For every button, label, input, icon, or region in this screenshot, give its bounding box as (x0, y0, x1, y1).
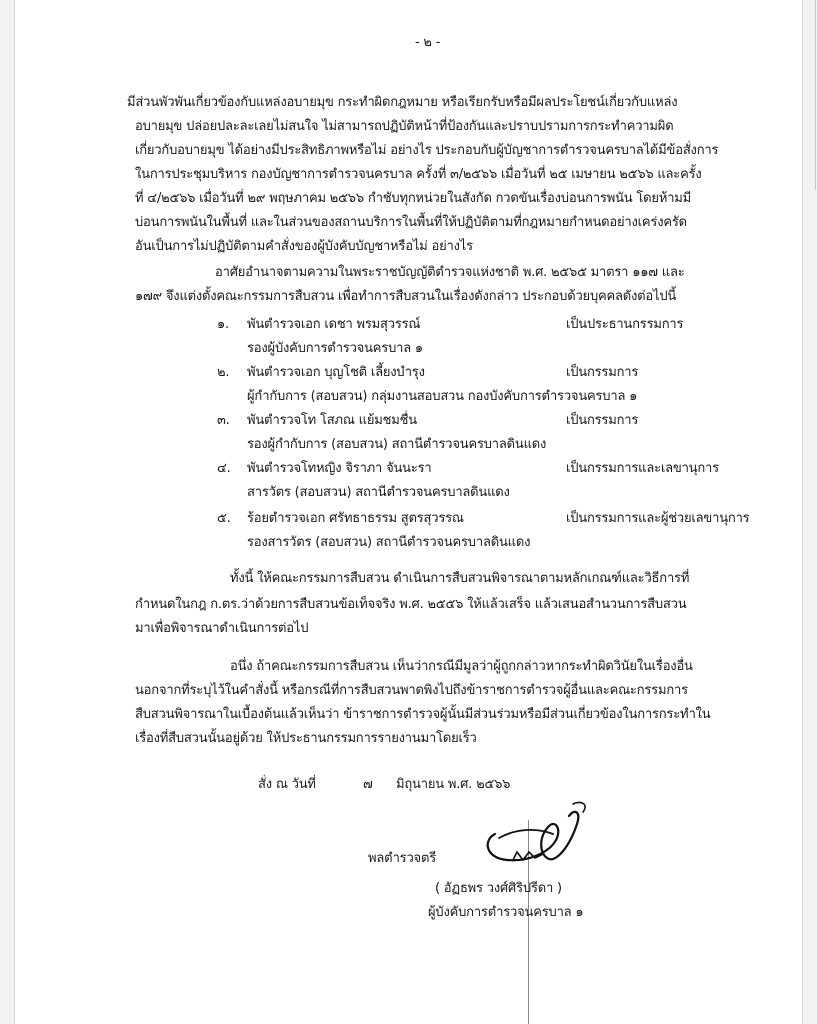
paragraph-line: มาเพื่อพิจารณาดำเนินการต่อไป (135, 621, 309, 636)
paragraph-line: กำหนดในกฎ ก.ตร.ว่าด้วยการสืบสวนข้อเท็จจริง พ.ศ. ๒๕๕๖ ให้แล้วเสร็จ แล้วเสนอสำนวนการสืบสวน (135, 597, 687, 612)
member-name: พันตำรวจเอก บุญโชติ เลี้ยงบำรุง (247, 365, 425, 380)
member-name: พันตำรวจโท โสภณ แย้มชมชื่น (247, 413, 417, 428)
member-role: เป็นกรรมการ (566, 413, 639, 428)
document-page (15, 0, 802, 1024)
order-date-prefix: สั่ง ณ วันที่ (258, 777, 316, 792)
member-number: ๓. (217, 413, 230, 428)
member-name: พันตำรวจโทหญิง จิราภา จันนะรา (247, 461, 432, 476)
member-position: รองผู้กำกับการ (สอบสวน) สถานีตำรวจนครบาลดินแดง (247, 437, 547, 452)
paragraph-line: ที่ ๔/๒๕๖๖ เมื่อวันที่ ๒๙ พฤษภาคม ๒๕๖๖ กำชับทุกหน่วยในสังกัด กวดขันเรื่องบ่อนการพนัน โดยห้ามมี (135, 191, 692, 206)
member-role: เป็นกรรมการ (566, 365, 639, 380)
member-role: เป็นประธานกรรมการ (566, 317, 684, 332)
paragraph-line: อันเป็นการไม่ปฏิบัติตามคำสั่งของผู้บังคับบัญชาหรือไม่ อย่างไร (135, 239, 473, 254)
member-number: ๔. (217, 461, 231, 476)
member-role: เป็นกรรมการและผู้ช่วยเลขานุการ (566, 511, 750, 526)
viewer-left-border (0, 0, 15, 1024)
signer-rank: พลตำรวจตรี (368, 851, 437, 866)
paragraph-line: เรื่องที่สืบสวนนั้นอยู่ด้วย ให้ประธานกรรมการรายงานมาโดยเร็ว (135, 731, 477, 746)
handwritten-signature (477, 794, 597, 874)
order-date-day: ๗ (363, 777, 373, 792)
member-position: รองสารวัตร (สอบสวน) สถานีตำรวจนครบาลดินแดง (247, 535, 531, 550)
member-number: ๑. (217, 317, 229, 332)
member-position: ผู้กำกับการ (สอบสวน) กลุ่มงานสอบสวน กองบังคับการตำรวจนครบาล ๑ (247, 389, 638, 404)
member-number: ๒. (217, 365, 230, 380)
paragraph-line: ๑๗๙ จึงแต่งตั้งคณะกรรมการสืบสวน เพื่อทำการสืบสวนในเรื่องดังกล่าว ประกอบด้วยบุคคลดังต่อไปนี้ (135, 289, 677, 304)
order-date-month-year: มิถุนายน พ.ศ. ๒๕๖๖ (396, 777, 511, 792)
paragraph-line: สืบสวนพิจารณาในเบื้องต้นแล้วเห็นว่า ข้าราชการตำรวจผู้นั้นมีส่วนร่วมหรือมีส่วนเกี่ยวข้องในการกระทำใน (135, 707, 711, 722)
signer-title: ผู้บังคับการตำรวจนครบาล ๑ (428, 905, 584, 920)
member-name: พันตำรวจเอก เดชา พรมสุวรรณ์ (247, 317, 421, 332)
paragraph-line: อบายมุข ปล่อยปละละเลยไม่สนใจ ไม่สามารถปฏิบัติหน้าที่ป้องกันและปราบปรามการกระทำความผิด (135, 119, 674, 134)
paragraph-line: อาศัยอำนาจตามความในพระราชบัญญัติตำรวจแห่งชาติ พ.ศ. ๒๕๖๕ มาตรา ๑๑๗ และ (215, 265, 685, 280)
member-position: รองผู้บังคับการตำรวจนครบาล ๑ (247, 341, 423, 356)
page-edge-line (815, 0, 816, 190)
paragraph-line: ในการประชุมบริหาร กองบัญชาการตำรวจนครบาล ครั้งที่ ๓/๒๕๖๖ เมื่อวันที่ ๒๕ เมษายน ๒๕๖๖ และครั้ง (135, 167, 702, 182)
paragraph-line: บ่อนการพนันในพื้นที่ และในส่วนของสถานบริการในพื้นที่ให้ปฏิบัติตามที่กฎหมายกำหนดอย่างเคร่งครัด (135, 215, 687, 230)
paragraph-line: มีส่วนพัวพันเกี่ยวข้องกับแหล่งอบายมุข กระทำผิดกฎหมาย หรือเรียกรับหรือมีผลประโยชน์เกี่ยวกับแหล่ง (127, 95, 678, 110)
member-name: ร้อยตำรวจเอก ศรัทธาธรรม สูตรสุวรรณ (247, 511, 464, 526)
member-number: ๕. (217, 511, 231, 526)
member-position: สารวัตร (สอบสวน) สถานีตำรวจนครบาลดินแดง (247, 485, 510, 500)
paragraph-line: นอกจากที่ระบุไว้ในคำสั่งนี้ หรือกรณีที่การสืบสวนพาดพิงไปถึงข้าราชการตำรวจผู้อื่นและคณะกรรมการ (135, 683, 688, 698)
paragraph-line: เกี่ยวกับอบายมุข ได้อย่างมีประสิทธิภาพหรือไม่ อย่างไร ประกอบกับผู้บัญชาการตำรวจนครบาลได้มีข้อสั่งการ (135, 143, 719, 158)
page-number: - ๒ - (415, 35, 441, 50)
paragraph-line: อนึ่ง ถ้าคณะกรรมการสืบสวน เห็นว่ากรณีมีมูลว่าผู้ถูกกล่าวหากระทำผิดวินัยในเรื่องอื่น (230, 659, 693, 674)
signer-name: ( อัฏธพร วงศ์ศิริปรีดา ) (435, 881, 562, 896)
member-role: เป็นกรรมการและเลขานุการ (566, 461, 719, 476)
paragraph-line: ทั้งนี้ ให้คณะกรรมการสืบสวน ดำเนินการสืบสวนพิจารณาตามหลักเกณฑ์และวิธีการที่ (230, 571, 690, 586)
